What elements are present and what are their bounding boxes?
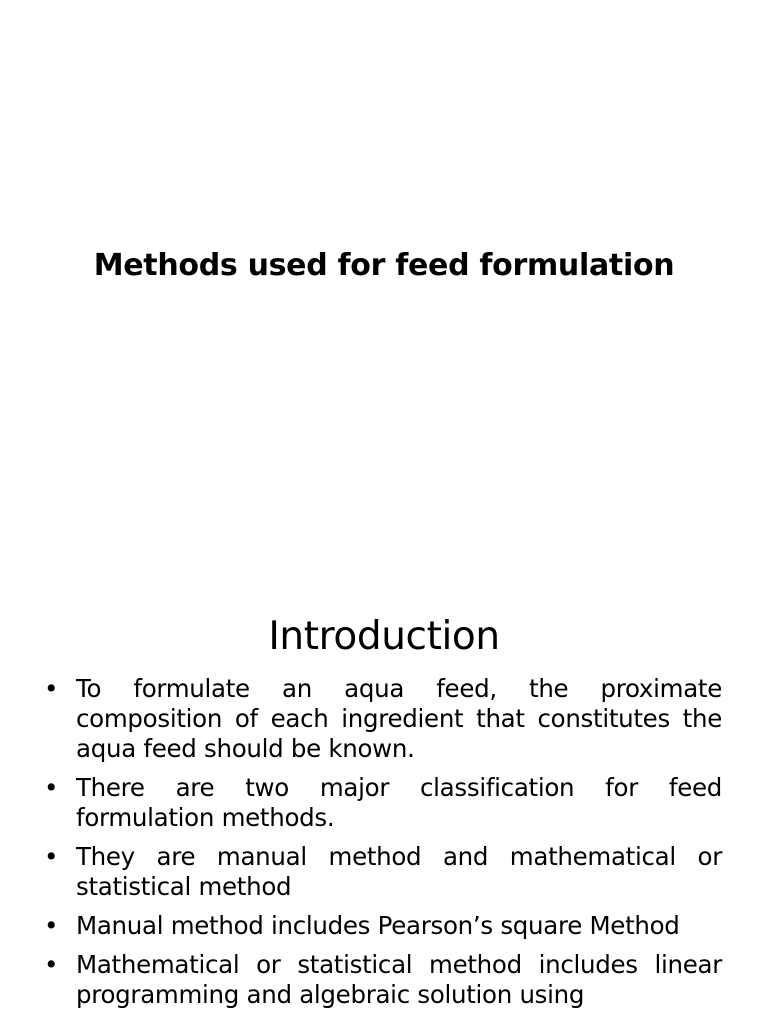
section-heading: Introduction xyxy=(268,614,500,659)
list-item xyxy=(38,950,722,1010)
list-item xyxy=(38,773,722,833)
slide-title: Methods used for feed formulation xyxy=(93,248,675,283)
bullet-list xyxy=(38,674,722,1019)
bullet-icon: • xyxy=(44,911,59,940)
bullet-icon: • xyxy=(44,842,59,871)
bullet-text: There are two major classification for feed formulation methods. xyxy=(76,773,722,832)
bullet-text: Mathematical or statistical method includes linear programming and algebraic solution using xyxy=(76,950,722,1009)
bullet-text: Manual method includes Pearson’s square Method xyxy=(76,911,680,940)
bullet-text: They are manual method and mathematical or statistical method xyxy=(76,842,722,901)
bullet-icon: • xyxy=(44,773,59,802)
list-item xyxy=(38,842,722,902)
list-item xyxy=(38,674,722,764)
bullet-icon: • xyxy=(44,674,59,703)
bullet-text: To formulate an aqua feed, the proximate composition of each ingredient that constitutes the aqua feed should be known. xyxy=(76,674,722,763)
list-item xyxy=(38,911,722,941)
bullet-icon: • xyxy=(44,950,59,979)
